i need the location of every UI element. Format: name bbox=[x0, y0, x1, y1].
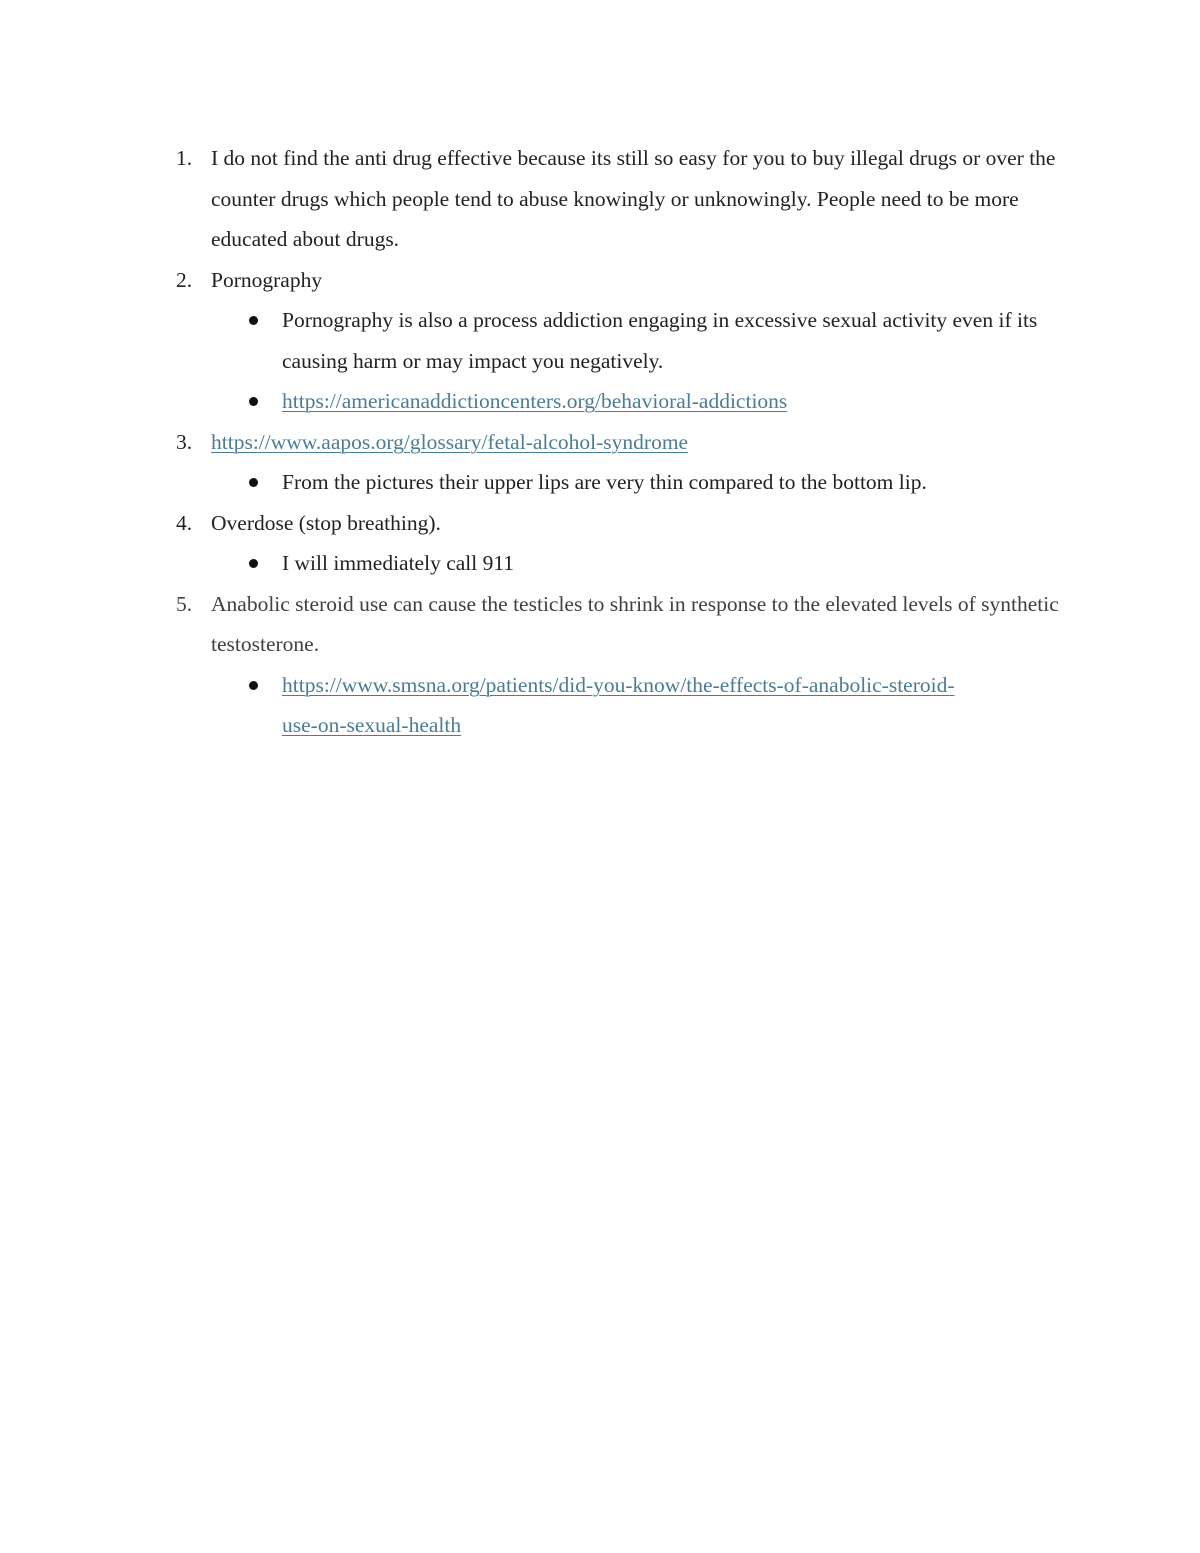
bullet-icon bbox=[249, 316, 258, 325]
list-item-1 bbox=[176, 138, 1066, 260]
list-item-2 bbox=[176, 260, 1066, 422]
reference-link[interactable] bbox=[282, 665, 1042, 746]
bullet-item bbox=[211, 665, 1066, 746]
list-number: 5. bbox=[176, 591, 193, 616]
list-item-3 bbox=[176, 422, 1066, 503]
bullet-list bbox=[211, 300, 1066, 422]
bullet-item bbox=[211, 300, 1066, 381]
bullet-list bbox=[211, 665, 1066, 746]
bullet-list bbox=[211, 543, 1066, 584]
bullet-list bbox=[211, 462, 1066, 503]
list-item-text: Overdose (stop breathing). bbox=[211, 510, 441, 535]
bullet-text: I will immediately call 911 bbox=[282, 551, 515, 575]
bullet-text: Pornography is also a process addiction engaging in excessive sexual activity even if its causing harm or may impact you negatively. bbox=[282, 308, 1038, 373]
list-number: 2. bbox=[176, 267, 193, 292]
bullet-text: From the pictures their upper lips are very thin compared to the bottom lip. bbox=[282, 470, 927, 494]
bullet-item bbox=[211, 543, 1066, 584]
reference-link[interactable]: https://www.aapos.org/glossary/fetal-alcohol-syndrome bbox=[211, 429, 689, 454]
link-line-2: use-on-sexual-health bbox=[282, 713, 462, 737]
list-item-text: Pornography bbox=[211, 267, 323, 292]
list-number: 3. bbox=[176, 429, 193, 454]
link-line-1: https://www.smsna.org/patients/did-you-know/the-effects-of-anabolic-steroid- bbox=[282, 672, 955, 697]
list-item-5 bbox=[176, 584, 1066, 746]
bullet-icon bbox=[249, 559, 258, 568]
bullet-icon bbox=[249, 397, 258, 406]
bullet-item bbox=[211, 462, 1066, 503]
bullet-icon bbox=[249, 478, 258, 487]
numbered-list bbox=[176, 138, 1066, 746]
list-number: 4. bbox=[176, 510, 193, 535]
bullet-item bbox=[211, 381, 1066, 422]
reference-link[interactable]: https://americanaddictioncenters.org/behavioral-addictions bbox=[282, 389, 788, 413]
list-item-text: Anabolic steroid use can cause the testicles to shrink in response to the elevated levels of synthetic testosterone. bbox=[211, 591, 1059, 656]
list-number: 1. bbox=[176, 146, 193, 170]
bullet-icon bbox=[249, 681, 258, 690]
list-item-4 bbox=[176, 503, 1066, 584]
list-item-text: I do not find the anti drug effective because its still so easy for you to buy illegal drugs or over the counter drugs which people tend to abuse knowingly or unknowingly. People need to be more educated about drugs. bbox=[211, 146, 1056, 251]
